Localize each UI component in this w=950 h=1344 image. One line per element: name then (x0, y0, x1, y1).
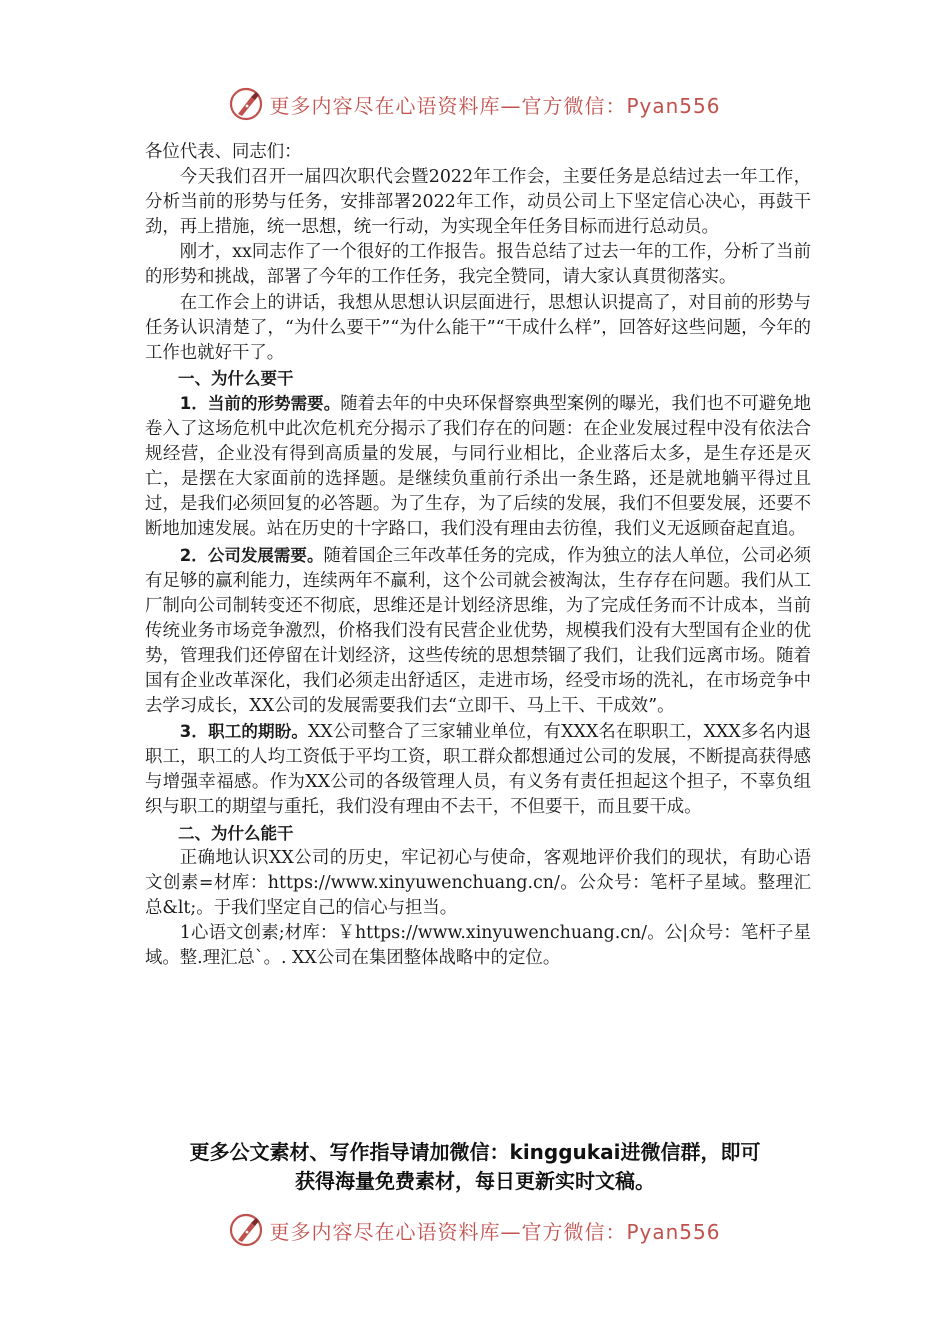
banner-text: 更多内容尽在心语资料库—官方微信：Pyan556 (269, 1219, 721, 1244)
banner-text: 更多内容尽在心语资料库—官方微信：Pyan556 (269, 93, 721, 118)
point-text: 随着国企三年改革任务的完成，作为独立的法人单位，公司必须有足够的赢利能力，连续两年不赢利，这个公司就会被淘汰，生存存在问题。我们从工厂制向公司制转变还不彻底，思维还是计划经济思维，为了完成任务而不计成本，当前传统业务市场竞争激烈，价格我们没有民营企业优势，规模我们没有大型国有企业的优势，管理我们还停留在计划经济，这些传统的思想禁锢了我们，让我们远离市场。随着国有企业改革深化，我们必须走出舒适区，走进市场，经受市场的洗礼，在市场竞争中去学习成长，XX公司的发展需要我们去“立即干、马上干、干成效”。 (145, 545, 811, 717)
salutation: 各位代表、同志们： (145, 142, 302, 162)
section-heading: 一、为什么要干 (178, 368, 294, 388)
document-body (145, 140, 811, 971)
paragraph: 正确地认识XX公司的历史，牢记初心与使命，客观地评价我们的现状，有助心语文创素=材库：https://www.xinyuwenchuang.cn/。公众号：笔杆子星域。整理汇总&lt;。于我们坚定自己的信心与担当。 (145, 847, 811, 918)
point-title: 2．公司发展需要。 (179, 545, 324, 565)
paragraph: 在工作会上的讲话，我想从思想认识层面进行，思想认识提高了，对目前的形势与任务认识清楚了，“为什么要干”“为什么能干”“干成什么样”，回答好这些问题，今年的工作也就好干了。 (145, 292, 811, 363)
point-title: 1．当前的形势需要。 (179, 393, 341, 413)
promo-text (120, 1138, 830, 1196)
paragraph: 刚才，xx同志作了一个很好的工作报告。报告总结了过去一年的工作，分析了当前的形势和挑战，部署了今年的工作任务，我完全赞同，请大家认真贯彻落实。 (145, 242, 811, 288)
numbered-point (145, 719, 811, 820)
pen-nib-logo-icon (229, 1213, 263, 1247)
numbered-point (145, 543, 811, 720)
pen-nib-logo-icon (229, 87, 263, 121)
promo-line: 更多公文素材、写作指导请加微信：kinggukai进微信群，即可 (189, 1140, 761, 1164)
point-text: XX公司整合了三家辅业单位，有XXX名在职职工，XXX多名内退职工，职工的人均工资低于平均工资，职工群众都想通过公司的发展，不断提高获得感与增强幸福感。作为XX公司的各级管理人员，有义务有责任担起这个担子，不辜负组织与职工的期望与重托，我们没有理由不去干，不但要干，而且要干成。 (145, 722, 811, 818)
numbered-point (145, 391, 811, 543)
header-banner (0, 84, 950, 124)
paragraph: 1心语文创素;材库：￥https://www.xinyuwenchuang.cn/。公|众号：笔杆子星域。整.理汇总`。. XX公司在集团整体战略中的定位。 (145, 922, 811, 968)
footer-banner (0, 1210, 950, 1250)
point-text: 随着去年的中央环保督察典型案例的曝光，我们也不可避免地卷入了这场危机中此次危机充分揭示了我们存在的问题：在企业发展过程中没有依法合规经营，企业没有得到高质量的发展，与同行业相比，企业落后太多，是生存还是灭亡，是摆在大家面前的选择题。是继续负重前行杀出一条生路，还是就地躺平得过且过，是我们必须回复的必答题。为了生存，为了后续的发展，我们不但要发展，还要不断地加速发展。站在历史的十字路口，我们没有理由去彷徨，我们义无返顾奋起直追。 (145, 393, 811, 540)
section-heading: 二、为什么能干 (178, 823, 294, 843)
paragraph: 今天我们召开一届四次职代会暨2022年工作会，主要任务是总结过去一年工作，分析当前的形势与任务，安排部署2022年工作，动员公司上下坚定信心决心，再鼓干劲，再上措施，统一思想，统一行动，为实现全年任务目标而进行总动员。 (145, 167, 811, 238)
promo-line: 获得海量免费素材，每日更新实时文稿。 (295, 1169, 655, 1193)
point-title: 3．职工的期盼。 (179, 722, 309, 742)
